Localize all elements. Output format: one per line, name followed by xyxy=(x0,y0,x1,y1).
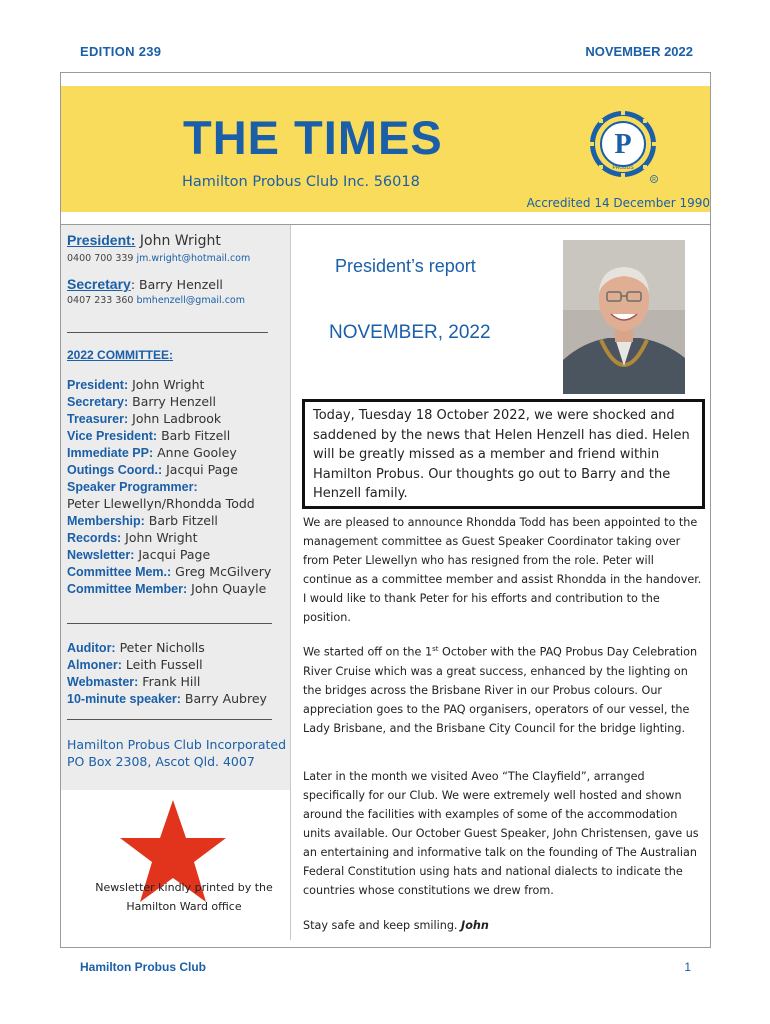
accredited-date: Accredited 14 December 1990 xyxy=(526,196,710,210)
frame-top-border xyxy=(60,72,711,73)
report-month: NOVEMBER, 2022 xyxy=(329,322,491,343)
committee-heading: 2022 COMMITTEE: xyxy=(67,348,174,362)
officer-row: 10-minute speaker: Barry Aubrey xyxy=(67,691,267,706)
sidebar-divider xyxy=(67,623,272,624)
masthead-band xyxy=(61,86,710,212)
president-line xyxy=(67,232,221,249)
frame-right-border xyxy=(710,72,711,948)
committee-row: Secretary: Barry Henzell xyxy=(67,394,217,409)
president-photo xyxy=(563,240,685,394)
committee-row: Peter Llewellyn/Rhondda Todd xyxy=(67,496,255,511)
officer-row: Webmaster: Frank Hill xyxy=(67,674,201,689)
club-address-name: Hamilton Probus Club Incorporated xyxy=(67,737,287,752)
frame-bottom-border xyxy=(60,947,711,948)
sidebar-divider xyxy=(67,332,268,333)
committee-row: Vice President: Barb Fitzell xyxy=(67,428,231,443)
sign-off xyxy=(303,916,703,935)
committee-row: Membership: Barb Fitzell xyxy=(67,513,218,528)
secretary-name: : Barry Henzell xyxy=(130,277,223,292)
column-divider xyxy=(290,225,291,940)
committee-row: Newsletter: Jacqui Page xyxy=(67,547,211,562)
sign-off-text: Stay safe and keep smiling. xyxy=(303,919,462,932)
secretary-contact xyxy=(67,295,245,306)
footer-club-name: Hamilton Probus Club xyxy=(80,960,206,974)
president-name: John Wright xyxy=(135,233,221,249)
paragraph-river-cruise: We started off on the 1st October with the PAQ Probus Day Celebration River Cruise which was a great success, enhanced by the lighting on the bridges across the Brisbane River in our Probus colours. Our appreciation goes to the PAQ organisers, operators of our vessel, the Lady Brisbane, and the Brisbane City Council for the bridge lighting. xyxy=(303,645,698,735)
issue-date: NOVEMBER 2022 xyxy=(585,44,693,59)
secretary-phone: 0407 233 360 xyxy=(67,295,137,306)
sign-off-name: John xyxy=(461,919,489,932)
president-contact xyxy=(67,253,250,264)
club-address-po: PO Box 2308, Ascot Qld. 4007 xyxy=(67,754,255,769)
sidebar xyxy=(61,225,290,790)
paragraph-aveo-visit: Later in the month we visited Aveo “The Clayfield”, arranged specifically for our Club. We were extremely well hosted and shown around the facilities with examples of some of the accommodation units available. Our October Guest Speaker, John Christensen, gave us an entertaining and informative talk on the founding of The Australian Federal Constitution using hats and national dialects to indicate the countries whose constitutions we drew from. xyxy=(303,770,699,897)
officer-row: Almoner: Leith Fussell xyxy=(67,657,203,672)
edition-number: EDITION 239 xyxy=(80,44,162,59)
svg-text:R: R xyxy=(652,177,656,183)
committee-row: President: John Wright xyxy=(67,377,205,392)
committee-row: Outings Coord.: Jacqui Page xyxy=(67,462,238,477)
page-number: 1 xyxy=(684,960,691,974)
officer-row: Auditor: Peter Nicholls xyxy=(67,640,205,655)
sidebar-divider xyxy=(67,719,272,720)
committee-row: Committee Member: John Quayle xyxy=(67,581,267,596)
committee-row: Treasurer: John Ladbrook xyxy=(67,411,222,426)
paragraph-appointment: We are pleased to announce Rhondda Todd has been appointed to the management committee as Guest Speaker Coordinator taking over from Peter Llewellyn who has resigned from the role. Peter will continue as a committee member and assist Rhondda in the handover. I would like to thank Peter for his efforts and contribution to the position. xyxy=(303,516,702,624)
newsletter-title: THE TIMES xyxy=(183,111,443,164)
committee-row: Speaker Programmer: xyxy=(67,480,198,494)
newsletter-subtitle: Hamilton Probus Club Inc. 56018 xyxy=(182,174,420,190)
committee-row: Records: John Wright xyxy=(67,530,198,545)
committee-row: Immediate PP: Anne Gooley xyxy=(67,445,237,460)
printed-by-note: Newsletter kindly printed by the Hamilton Ward office xyxy=(95,881,273,913)
svg-text:P: P xyxy=(614,129,632,160)
committee-row: Committee Mem.: Greg McGilvery xyxy=(67,564,272,579)
president-email[interactable]: jm.wright@hotmail.com xyxy=(136,253,251,264)
president-phone: 0400 700 339 xyxy=(67,253,137,264)
svg-text:PROBUS: PROBUS xyxy=(612,165,634,171)
secretary-line xyxy=(67,276,223,292)
president-label: President: xyxy=(67,232,136,248)
condolence-box: Today, Tuesday 18 October 2022, we were shocked and saddened by the news that Helen Henzell has died. Helen will be greatly missed as a member and friend within Hamilton Probus. Our thoughts go out to Barry and the Henzell family. xyxy=(302,399,705,509)
secretary-email[interactable]: bmhenzell@gmail.com xyxy=(136,295,245,306)
secretary-label: Secretary xyxy=(67,276,131,292)
probus-logo-icon xyxy=(587,106,663,186)
report-title: President’s report xyxy=(335,256,476,276)
